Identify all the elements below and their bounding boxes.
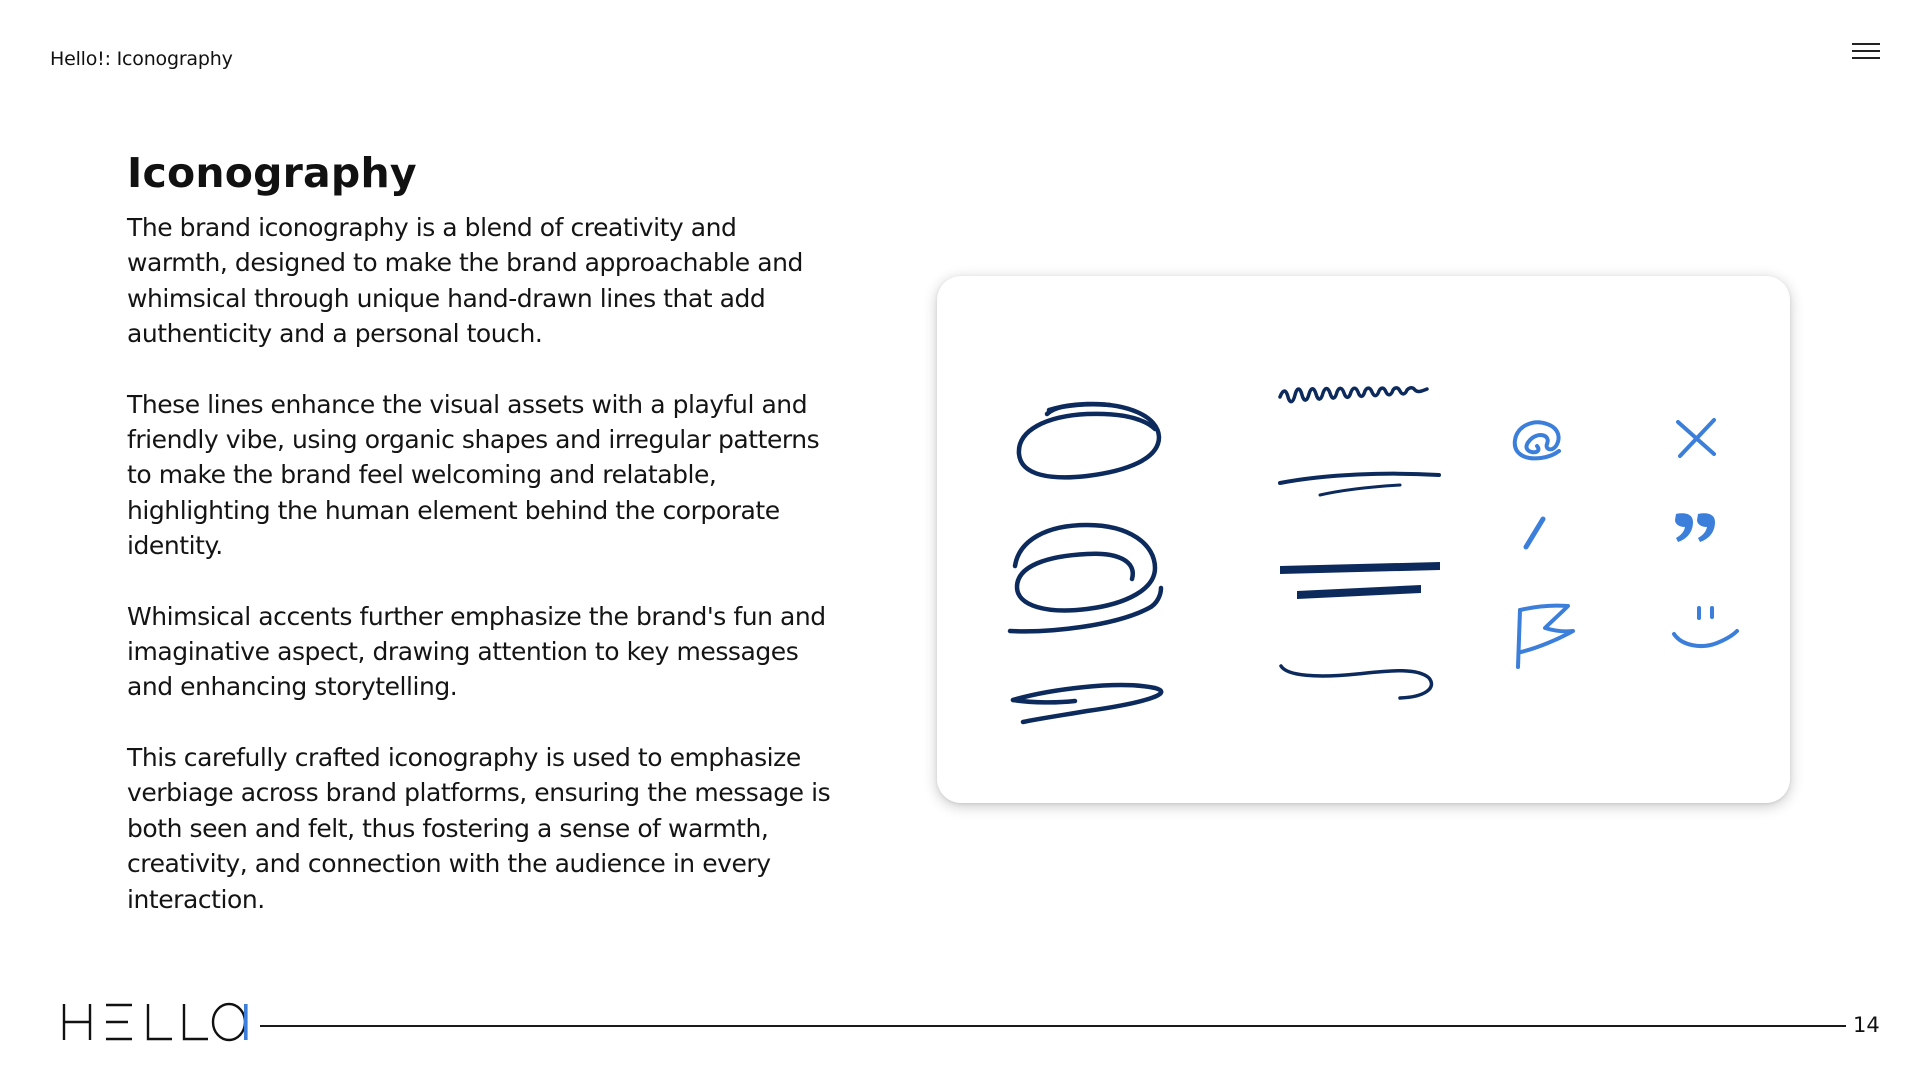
page-title: Iconography [127, 149, 417, 197]
at-sign-icon [1515, 422, 1559, 458]
body-text [127, 210, 847, 917]
main-content [127, 148, 847, 952]
menu-icon-bar [1852, 57, 1880, 59]
quote-marks-icon [1675, 513, 1715, 542]
hand-drawn-circle-icon [1019, 404, 1159, 477]
paragraph-lines: These lines enhance the visual assets with a playful and friendly vibe, using organic shapes and irregular patterns to make the brand feel welcoming and relatable, highlighting the human element behind the corporate identity. [127, 389, 820, 561]
hand-drawn-oval-swoosh-icon [1010, 525, 1161, 631]
smiley-icon [1674, 608, 1737, 646]
slash-icon [1526, 519, 1543, 547]
x-mark-icon [1678, 420, 1714, 456]
iconography-card [937, 276, 1790, 803]
menu-icon-bar [1852, 50, 1880, 52]
squiggle-underline-icon [1280, 388, 1427, 402]
paragraph-intro: The brand iconography is a blend of creativity and warmth, designed to make the brand approachable and whimsical through unique hand-drawn lines that add authenticity and a personal touch. [127, 213, 803, 349]
hamburger-menu-button[interactable] [1852, 40, 1882, 62]
footer-divider [260, 1025, 1846, 1027]
logo-text: HELLO! [62, 1002, 66, 1003]
swoosh-underline-icon [1280, 474, 1439, 495]
breadcrumb-title: Hello!: Iconography [50, 48, 233, 70]
hello-logo [62, 1002, 248, 1042]
flag-icon [1518, 606, 1573, 667]
page-number: 14 [1853, 1013, 1880, 1037]
double-underline-icon [1280, 562, 1440, 599]
hamburger-menu-icon [1852, 43, 1880, 45]
hand-drawn-loop-underline-icon [1013, 685, 1161, 722]
paragraph-usage: This carefully crafted iconography is used to emphasize verbiage across brand platforms, ensuring the message is both seen and felt, thus fostering a sense of warmth, creativity, and connection with the audience in every interaction. [127, 742, 831, 914]
paragraph-accents: Whimsical accents further emphasize the brand's fun and imaginative aspect, drawing attention to key messages and enhancing storytelling. [127, 601, 826, 702]
iconography-illustration [937, 276, 1790, 803]
curl-underline-icon [1281, 666, 1431, 698]
